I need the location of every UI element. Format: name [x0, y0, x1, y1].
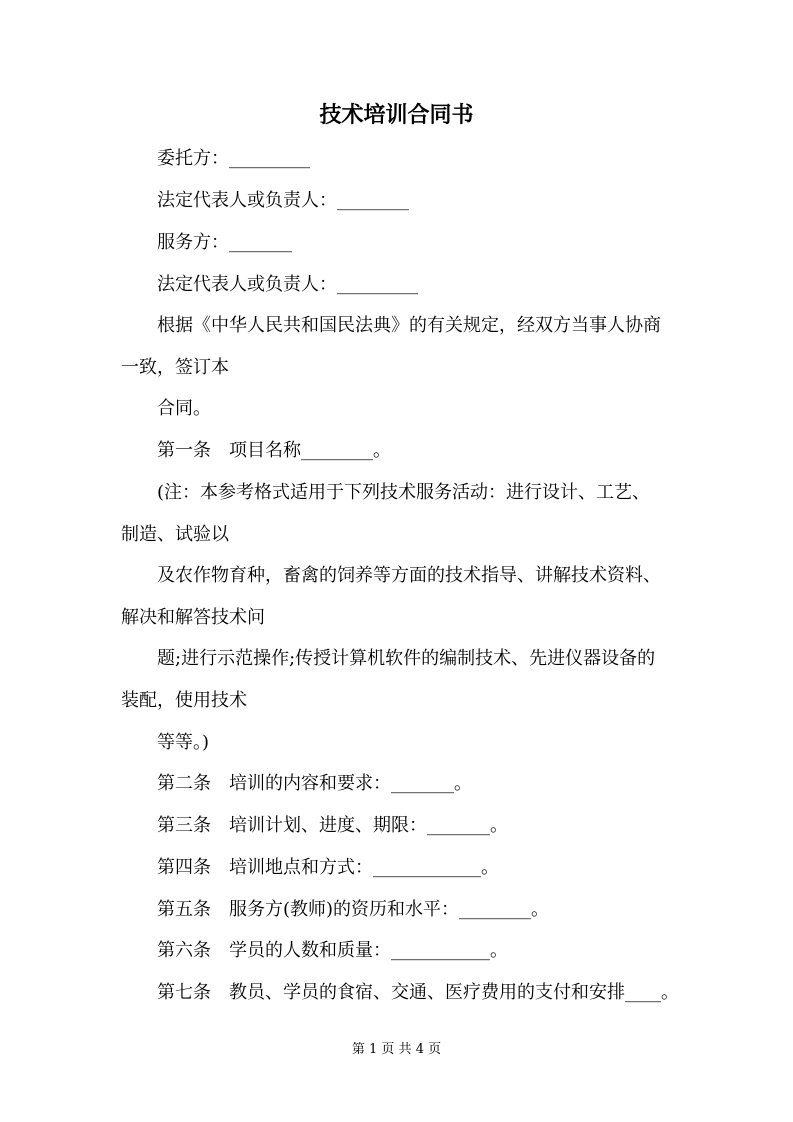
article-7-line: 第七条 教员、学员的食宿、交通、医疗费用的支付和安排____。: [157, 982, 679, 1003]
note-line-7: 等等。): [157, 732, 210, 753]
article-2-line: 第二条 培训的内容和要求：_______。: [157, 773, 472, 794]
note-line-5: 题;进行示范操作;传授计算机软件的编制技术、先进仪器设备的: [157, 648, 656, 669]
article-1-line: 第一条 项目名称________。: [157, 440, 391, 461]
document-title: 技术培训合同书: [319, 102, 474, 128]
article-4-line: 第四条 培训地点和方式：____________。: [157, 857, 499, 878]
preamble-line-2: 一致，签订本: [121, 357, 229, 378]
preamble-line-1: 根据《中华人民共和国民法典》的有关规定，经双方当事人协商: [157, 315, 661, 336]
note-line-1: (注：本参考格式适用于下列技术服务活动：进行设计、工艺、: [157, 482, 651, 503]
note-line-2: 制造、试验以: [121, 524, 229, 545]
article-3-line: 第三条 培训计划、进度、期限：_______。: [157, 815, 508, 836]
preamble-line-3: 合同。: [157, 398, 211, 419]
client-representative-line: 法定代表人或负责人：________: [157, 190, 409, 211]
service-representative-line: 法定代表人或负责人：_________: [157, 274, 418, 295]
article-5-line: 第五条 服务方(教师)的资历和水平：________。: [157, 899, 550, 920]
page-number-footer: 第 1 页 共 4 页: [351, 1042, 442, 1057]
client-party-line: 委托方：_________: [157, 148, 310, 169]
note-line-6: 装配，使用技术: [121, 690, 247, 711]
note-line-4: 解决和解答技术问: [121, 607, 265, 628]
article-6-line: 第六条 学员的人数和质量：___________。: [157, 940, 508, 961]
note-line-3: 及农作物育种，畜禽的饲养等方面的技术指导、讲解技术资料、: [157, 565, 661, 586]
service-party-line: 服务方：_______: [157, 232, 292, 253]
